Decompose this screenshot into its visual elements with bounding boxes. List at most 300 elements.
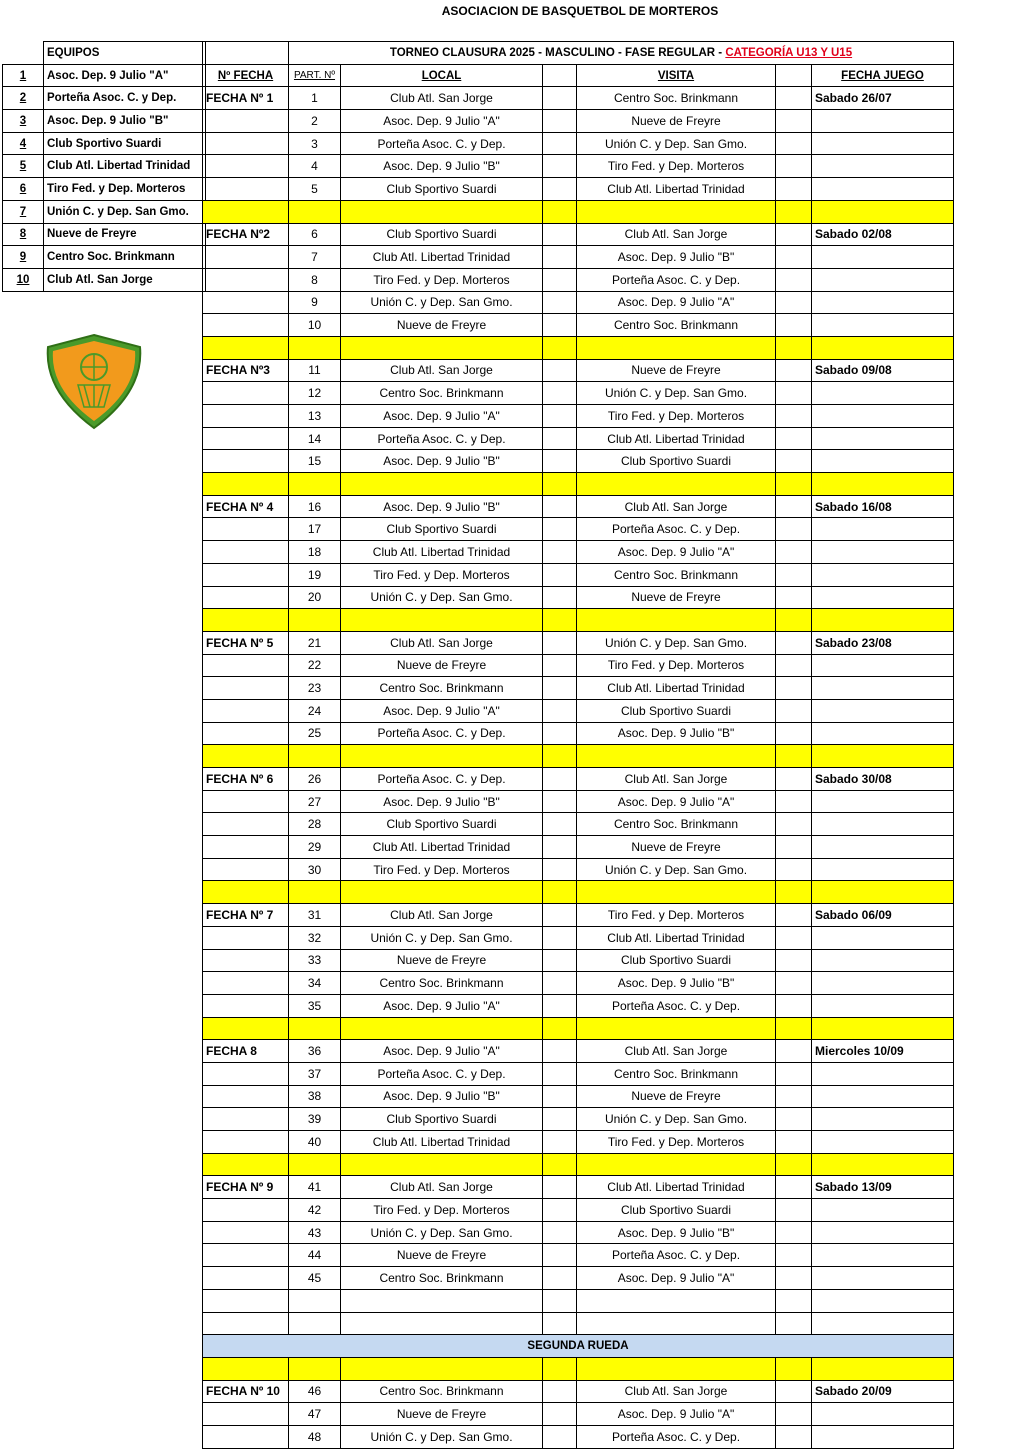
match-row: [203, 132, 954, 155]
match-row: [203, 427, 954, 450]
local-team: Centro Soc. Brinkmann: [341, 677, 543, 700]
fecha-cell: [203, 1403, 289, 1426]
match-number: [289, 1153, 341, 1176]
game-date: [812, 314, 954, 337]
spacer-cell: [776, 1131, 812, 1154]
match-row: [203, 722, 954, 745]
game-date: [812, 858, 954, 881]
game-date: [812, 518, 954, 541]
fecha-cell: [203, 1289, 289, 1312]
spacer-cell: [776, 427, 812, 450]
local-team: Asoc. Dep. 9 Julio "A": [341, 1040, 543, 1063]
game-date: [812, 994, 954, 1017]
spacer-cell: [543, 1040, 577, 1063]
match-number: 27: [289, 790, 341, 813]
match-row: [203, 291, 954, 314]
local-team: Nueve de Freyre: [341, 654, 543, 677]
spacer-cell: [543, 382, 577, 405]
match-number: 20: [289, 586, 341, 609]
game-date: [812, 1403, 954, 1426]
visiting-team: Tiro Fed. y Dep. Morteros: [577, 405, 776, 428]
game-date: [812, 1267, 954, 1290]
fecha-cell: FECHA Nº3: [203, 359, 289, 382]
match-number: 26: [289, 768, 341, 791]
fecha-cell: [203, 563, 289, 586]
visiting-team: [577, 1357, 776, 1380]
match-number: 18: [289, 541, 341, 564]
team-row: [3, 64, 206, 87]
visiting-team: [577, 1153, 776, 1176]
page-title: ASOCIACION DE BASQUETBOL DE MORTEROS: [441, 4, 719, 18]
tournament-header-row: [203, 42, 954, 65]
match-row: [203, 246, 954, 269]
game-date: [812, 586, 954, 609]
visiting-team: Asoc. Dep. 9 Julio "A": [577, 541, 776, 564]
fecha-cell: FECHA Nº 9: [203, 1176, 289, 1199]
visiting-team: Nueve de Freyre: [577, 359, 776, 382]
visiting-team: [577, 609, 776, 632]
match-row: [203, 495, 954, 518]
spacer-cell: [776, 110, 812, 133]
spacer-cell: [543, 654, 577, 677]
spacer-cell: [776, 813, 812, 836]
spacer-cell: [543, 1176, 577, 1199]
spacer-cell: [776, 745, 812, 768]
local-team: Club Atl. San Jorge: [341, 631, 543, 654]
fecha-cell: [203, 1221, 289, 1244]
spacer-cell: [543, 722, 577, 745]
spacer-cell: [543, 699, 577, 722]
game-date: [812, 178, 954, 201]
spacer-cell: [543, 450, 577, 473]
local-team: Club Sportivo Suardi: [341, 1108, 543, 1131]
spacer-cell: [776, 1380, 812, 1403]
spacer-cell: [543, 178, 577, 201]
team-row: [3, 132, 206, 155]
spacer-cell: [543, 563, 577, 586]
fecha-cell: [203, 427, 289, 450]
spacer-cell: [776, 450, 812, 473]
match-number: 6: [289, 223, 341, 246]
visiting-team: Tiro Fed. y Dep. Morteros: [577, 1131, 776, 1154]
visiting-team: Club Atl. San Jorge: [577, 495, 776, 518]
fecha-cell: [203, 1312, 289, 1335]
fecha-cell: [203, 1199, 289, 1222]
spacer-cell: [543, 790, 577, 813]
match-row: [203, 178, 954, 201]
visiting-team: Asoc. Dep. 9 Julio "A": [577, 291, 776, 314]
local-team: Club Sportivo Suardi: [341, 178, 543, 201]
match-number: 15: [289, 450, 341, 473]
local-team: Asoc. Dep. 9 Julio "B": [341, 495, 543, 518]
spacer-cell: [543, 1380, 577, 1403]
match-row: [203, 1176, 954, 1199]
col-fecha-juego-header: FECHA JUEGO: [812, 64, 954, 87]
visiting-team: Tiro Fed. y Dep. Morteros: [577, 654, 776, 677]
teams-header-row: [3, 42, 206, 65]
fixture-table: [202, 41, 954, 1449]
local-team: Club Sportivo Suardi: [341, 223, 543, 246]
team-name: Centro Soc. Brinkmann: [44, 246, 206, 269]
spacer-cell: [543, 268, 577, 291]
team-number: 10: [3, 268, 44, 291]
match-row: [203, 768, 954, 791]
fecha-cell: [203, 926, 289, 949]
match-number: 8: [289, 268, 341, 291]
match-row: [203, 858, 954, 881]
spacer-cell: [543, 336, 577, 359]
game-date: [812, 291, 954, 314]
fecha-cell: [203, 722, 289, 745]
spacer-cell: [776, 926, 812, 949]
match-number: 32: [289, 926, 341, 949]
fecha-cell: [203, 1267, 289, 1290]
fecha-cell: [203, 110, 289, 133]
match-row: [203, 541, 954, 564]
fecha-cell: [203, 699, 289, 722]
fecha-cell: [203, 1153, 289, 1176]
local-team: Asoc. Dep. 9 Julio "B": [341, 155, 543, 178]
match-number: 3: [289, 132, 341, 155]
fecha-cell: FECHA Nº2: [203, 223, 289, 246]
visiting-team: Asoc. Dep. 9 Julio "B": [577, 1221, 776, 1244]
match-number: 7: [289, 246, 341, 269]
spacer-cell: [543, 609, 577, 632]
association-logo: [40, 333, 148, 431]
separator-row: [203, 336, 954, 359]
fecha-cell: [203, 881, 289, 904]
spacer-cell: [776, 1267, 812, 1290]
match-number: [289, 1017, 341, 1040]
fecha-cell: [203, 518, 289, 541]
team-name: Club Sportivo Suardi: [44, 132, 206, 155]
visiting-team: Unión C. y Dep. San Gmo.: [577, 1108, 776, 1131]
spacer-cell: [776, 87, 812, 110]
spacer-cell: [776, 178, 812, 201]
game-date: [812, 155, 954, 178]
visiting-team: Centro Soc. Brinkmann: [577, 813, 776, 836]
empty-row: [203, 1312, 954, 1335]
game-date: [812, 1153, 954, 1176]
match-row: [203, 314, 954, 337]
match-row: [203, 1085, 954, 1108]
game-date: [812, 336, 954, 359]
spacer-cell: [543, 1403, 577, 1426]
visiting-team: [577, 200, 776, 223]
visiting-team: Club Atl. San Jorge: [577, 223, 776, 246]
visiting-team: Unión C. y Dep. San Gmo.: [577, 132, 776, 155]
separator-row: [203, 1153, 954, 1176]
visiting-team: Porteña Asoc. C. y Dep.: [577, 1244, 776, 1267]
visiting-team: Club Sportivo Suardi: [577, 450, 776, 473]
spacer-cell: [776, 1312, 812, 1335]
fecha-cell: [203, 405, 289, 428]
local-team: [341, 881, 543, 904]
game-date: Sabado 16/08: [812, 495, 954, 518]
spacer-cell: [776, 1062, 812, 1085]
fecha-cell: [203, 677, 289, 700]
fecha-cell: [203, 268, 289, 291]
match-row: [203, 836, 954, 859]
tournament-spacer: [203, 42, 289, 65]
fecha-cell: [203, 132, 289, 155]
spacer-cell: [543, 1221, 577, 1244]
column-header-row: [203, 64, 954, 87]
match-row: [203, 1244, 954, 1267]
match-number: 25: [289, 722, 341, 745]
fecha-cell: [203, 1062, 289, 1085]
team-row: [3, 110, 206, 133]
fecha-cell: [203, 473, 289, 496]
match-number: 23: [289, 677, 341, 700]
spacer-cell: [543, 246, 577, 269]
local-team: Centro Soc. Brinkmann: [341, 1380, 543, 1403]
match-number: 11: [289, 359, 341, 382]
game-date: [812, 722, 954, 745]
local-team: Club Sportivo Suardi: [341, 518, 543, 541]
spacer-cell: [776, 1176, 812, 1199]
match-row: [203, 586, 954, 609]
fecha-cell: FECHA Nº 1: [203, 87, 289, 110]
game-date: [812, 110, 954, 133]
match-row: [203, 450, 954, 473]
local-team: [341, 1312, 543, 1335]
local-team: Nueve de Freyre: [341, 314, 543, 337]
spacer-cell: [543, 1357, 577, 1380]
team-number: 8: [3, 223, 44, 246]
match-number: 28: [289, 813, 341, 836]
local-team: Tiro Fed. y Dep. Morteros: [341, 858, 543, 881]
game-date: [812, 836, 954, 859]
spacer-cell: [543, 1425, 577, 1448]
fecha-cell: [203, 1357, 289, 1380]
spacer-cell: [543, 405, 577, 428]
spacer-cell: [776, 790, 812, 813]
col-gap: [543, 64, 577, 87]
tournament-main: TORNEO CLAUSURA 2025 - MASCULINO - FASE REGULAR -: [389, 46, 723, 59]
spacer-cell: [543, 1199, 577, 1222]
team-row: [3, 268, 206, 291]
match-number: 41: [289, 1176, 341, 1199]
fecha-cell: [203, 586, 289, 609]
local-team: Asoc. Dep. 9 Julio "B": [341, 1085, 543, 1108]
visiting-team: Club Sportivo Suardi: [577, 1199, 776, 1222]
game-date: [812, 745, 954, 768]
spacer-cell: [543, 132, 577, 155]
local-team: [341, 336, 543, 359]
visiting-team: Tiro Fed. y Dep. Morteros: [577, 155, 776, 178]
spacer-cell: [543, 495, 577, 518]
visiting-team: Club Atl. Libertad Trinidad: [577, 677, 776, 700]
section-row: [203, 1335, 954, 1358]
local-team: Asoc. Dep. 9 Julio "B": [341, 450, 543, 473]
spacer-cell: [776, 609, 812, 632]
spacer-cell: [776, 1153, 812, 1176]
visiting-team: Nueve de Freyre: [577, 586, 776, 609]
fecha-cell: [203, 178, 289, 201]
spacer-cell: [776, 132, 812, 155]
game-date: [812, 132, 954, 155]
match-row: [203, 268, 954, 291]
local-team: [341, 1153, 543, 1176]
match-number: 44: [289, 1244, 341, 1267]
spacer-cell: [776, 1244, 812, 1267]
game-date: [812, 926, 954, 949]
empty-row: [203, 1289, 954, 1312]
team-number: 5: [3, 155, 44, 178]
spacer-cell: [776, 200, 812, 223]
visiting-team: Asoc. Dep. 9 Julio "B": [577, 972, 776, 995]
game-date: [812, 1312, 954, 1335]
spacer-cell: [543, 314, 577, 337]
local-team: Centro Soc. Brinkmann: [341, 972, 543, 995]
match-number: [289, 336, 341, 359]
match-number: 47: [289, 1403, 341, 1426]
match-number: 37: [289, 1062, 341, 1085]
col-fecha-header: Nº FECHA: [203, 64, 289, 87]
local-team: Porteña Asoc. C. y Dep.: [341, 427, 543, 450]
match-row: [203, 904, 954, 927]
fecha-cell: [203, 1244, 289, 1267]
match-number: 16: [289, 495, 341, 518]
team-number: 3: [3, 110, 44, 133]
match-number: 30: [289, 858, 341, 881]
game-date: [812, 654, 954, 677]
spacer-cell: [543, 87, 577, 110]
visiting-team: [577, 473, 776, 496]
game-date: [812, 1062, 954, 1085]
match-row: [203, 1267, 954, 1290]
separator-row: [203, 473, 954, 496]
game-date: [812, 881, 954, 904]
spacer-cell: [776, 1040, 812, 1063]
separator-row: [203, 1017, 954, 1040]
local-team: Porteña Asoc. C. y Dep.: [341, 768, 543, 791]
spacer-cell: [543, 427, 577, 450]
local-team: Unión C. y Dep. San Gmo.: [341, 926, 543, 949]
team-row: [3, 246, 206, 269]
visiting-team: Nueve de Freyre: [577, 836, 776, 859]
game-date: [812, 1289, 954, 1312]
spacer-cell: [776, 972, 812, 995]
col-visita-header: VISITA: [577, 64, 776, 87]
local-team: Club Atl. Libertad Trinidad: [341, 541, 543, 564]
tournament-category: CATEGORÍA U13 Y U15: [725, 46, 853, 59]
fecha-cell: [203, 790, 289, 813]
game-date: [812, 473, 954, 496]
team-name: Nueve de Freyre: [44, 223, 206, 246]
match-row: [203, 1131, 954, 1154]
match-row: [203, 972, 954, 995]
fecha-cell: [203, 1131, 289, 1154]
visiting-team: Centro Soc. Brinkmann: [577, 1062, 776, 1085]
match-number: 46: [289, 1380, 341, 1403]
spacer-cell: [543, 994, 577, 1017]
spacer-cell: [543, 1267, 577, 1290]
col-part-header: PART. Nº: [289, 64, 341, 87]
match-number: 13: [289, 405, 341, 428]
visiting-team: Asoc. Dep. 9 Julio "A": [577, 790, 776, 813]
match-number: 5: [289, 178, 341, 201]
spacer-cell: [543, 200, 577, 223]
visiting-team: [577, 1312, 776, 1335]
team-name: Club Atl. Libertad Trinidad: [44, 155, 206, 178]
match-row: [203, 949, 954, 972]
local-team: Nueve de Freyre: [341, 949, 543, 972]
match-number: [289, 473, 341, 496]
spacer-cell: [776, 1108, 812, 1131]
match-row: [203, 677, 954, 700]
local-team: Club Atl. Libertad Trinidad: [341, 836, 543, 859]
match-number: 17: [289, 518, 341, 541]
local-team: [341, 1017, 543, 1040]
local-team: Club Sportivo Suardi: [341, 813, 543, 836]
spacer-cell: [776, 586, 812, 609]
match-number: 43: [289, 1221, 341, 1244]
spacer-cell: [776, 836, 812, 859]
spacer-cell: [776, 949, 812, 972]
game-date: Sabado 13/09: [812, 1176, 954, 1199]
match-row: [203, 87, 954, 110]
local-team: Unión C. y Dep. San Gmo.: [341, 1221, 543, 1244]
match-number: 33: [289, 949, 341, 972]
game-date: Sabado 30/08: [812, 768, 954, 791]
spacer-cell: [776, 382, 812, 405]
game-date: [812, 699, 954, 722]
match-number: 12: [289, 382, 341, 405]
fecha-cell: [203, 836, 289, 859]
match-number: [289, 200, 341, 223]
game-date: Sabado 26/07: [812, 87, 954, 110]
match-row: [203, 1221, 954, 1244]
match-row: [203, 155, 954, 178]
fecha-cell: [203, 949, 289, 972]
spacer-cell: [543, 813, 577, 836]
game-date: [812, 268, 954, 291]
visiting-team: Nueve de Freyre: [577, 110, 776, 133]
spacer-cell: [776, 858, 812, 881]
fecha-cell: FECHA Nº 10: [203, 1380, 289, 1403]
local-team: Club Atl. Libertad Trinidad: [341, 1131, 543, 1154]
spacer-cell: [776, 699, 812, 722]
spacer-cell: [776, 405, 812, 428]
local-team: Tiro Fed. y Dep. Morteros: [341, 1199, 543, 1222]
local-team: Asoc. Dep. 9 Julio "A": [341, 699, 543, 722]
team-row: [3, 223, 206, 246]
visiting-team: [577, 1289, 776, 1312]
spacer-cell: [776, 155, 812, 178]
visiting-team: Unión C. y Dep. San Gmo.: [577, 382, 776, 405]
game-date: [812, 609, 954, 632]
game-date: [812, 1085, 954, 1108]
game-date: [812, 541, 954, 564]
local-team: Porteña Asoc. C. y Dep.: [341, 132, 543, 155]
game-date: [812, 972, 954, 995]
col-gap: [776, 64, 812, 87]
game-date: [812, 1357, 954, 1380]
match-number: 38: [289, 1085, 341, 1108]
spacer-cell: [776, 336, 812, 359]
match-number: [289, 1357, 341, 1380]
team-name: Club Atl. San Jorge: [44, 268, 206, 291]
spacer-cell: [776, 1357, 812, 1380]
spacer-cell: [543, 768, 577, 791]
spacer-cell: [543, 1153, 577, 1176]
team-row: [3, 155, 206, 178]
game-date: [812, 405, 954, 428]
local-team: Nueve de Freyre: [341, 1244, 543, 1267]
spacer-cell: [543, 291, 577, 314]
